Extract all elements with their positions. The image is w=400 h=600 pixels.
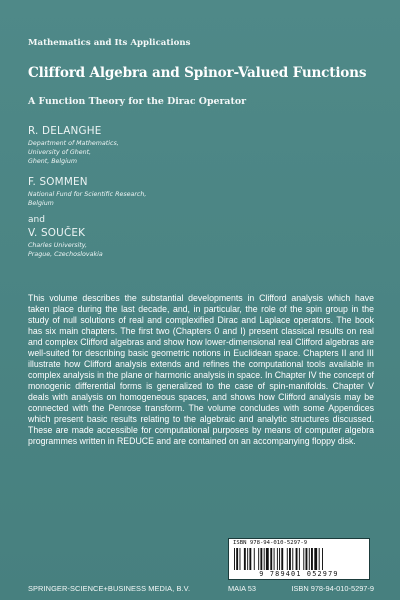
affiliation-line: National Fund for Scientific Research, bbox=[28, 191, 147, 198]
author-block bbox=[28, 227, 103, 260]
barcode-digits: 9 789401 052979 bbox=[259, 570, 339, 578]
author-conjunction: and bbox=[28, 215, 45, 225]
author-block bbox=[28, 176, 146, 209]
author-name: R. DELANGHE bbox=[28, 125, 102, 137]
book-subtitle: A Function Theory for the Dirac Operator bbox=[28, 96, 247, 107]
barcode bbox=[228, 538, 370, 580]
series-name: Mathematics and Its Applications bbox=[28, 38, 191, 48]
affiliation-line: Charles University, bbox=[28, 242, 88, 249]
publisher-name: SPRINGER-SCIENCE+BUSINESS MEDIA, B.V. bbox=[28, 584, 191, 593]
author-block bbox=[28, 125, 119, 166]
affiliation-line: Belgium bbox=[28, 199, 54, 207]
affiliation-line: Ghent, Belgium bbox=[28, 157, 78, 165]
series-volume: MAIA 53 bbox=[228, 584, 256, 593]
barcode-bars bbox=[233, 548, 365, 570]
affiliation-line: Prague, Czechoslovakia bbox=[28, 250, 103, 258]
barcode-isbn-label: ISBN 978-94-010-5297-9 bbox=[233, 540, 308, 546]
affiliation-line: University of Ghent, bbox=[28, 148, 92, 156]
book-description: This volume describes the substantial developments in Clifford analysis which have taken place during the last decade, and, in particular, the role of the spin group in the study of null solutions of real and complexified Dirac and Laplace operators. The book has six main chapters. The first two (Chapters 0 and I) present classical results on real and complex Clifford algebras and show how lower-dimensional real Clifford algebras are well-suited for describing basic geometric notions in Euclidean space. Chapters II and III illustrate how Clifford analysis extends and refines the computational tools available in complex analysis in the plane or harmonic analysis in space. In Chapter IV the concept of monogenic differential forms is generalized to the case of spin-manifolds. Chapter V deals with analysis on homogeneous spaces, and shows how Clifford analysis may be connected with the Penrose transform. The volume concludes with some Appendices which present basic results relating to the algebraic and analytic structures discussed. These are made accessible for computational purposes by means of computer algebra programmes written in REDUCE and are contained on an accompanying floppy disk. bbox=[28, 293, 374, 446]
author-affiliation bbox=[28, 242, 103, 260]
book-title: Clifford Algebra and Spinor-Valued Functions bbox=[28, 65, 367, 81]
author-affiliation bbox=[28, 140, 119, 166]
author-name: F. SOMMEN bbox=[28, 176, 88, 188]
affiliation-line: Department of Mathematics, bbox=[28, 140, 119, 147]
author-affiliation bbox=[28, 191, 146, 209]
isbn-number: ISBN 978-94-010-5297-9 bbox=[291, 584, 374, 593]
author-name: V. SOUČEK bbox=[28, 227, 86, 239]
